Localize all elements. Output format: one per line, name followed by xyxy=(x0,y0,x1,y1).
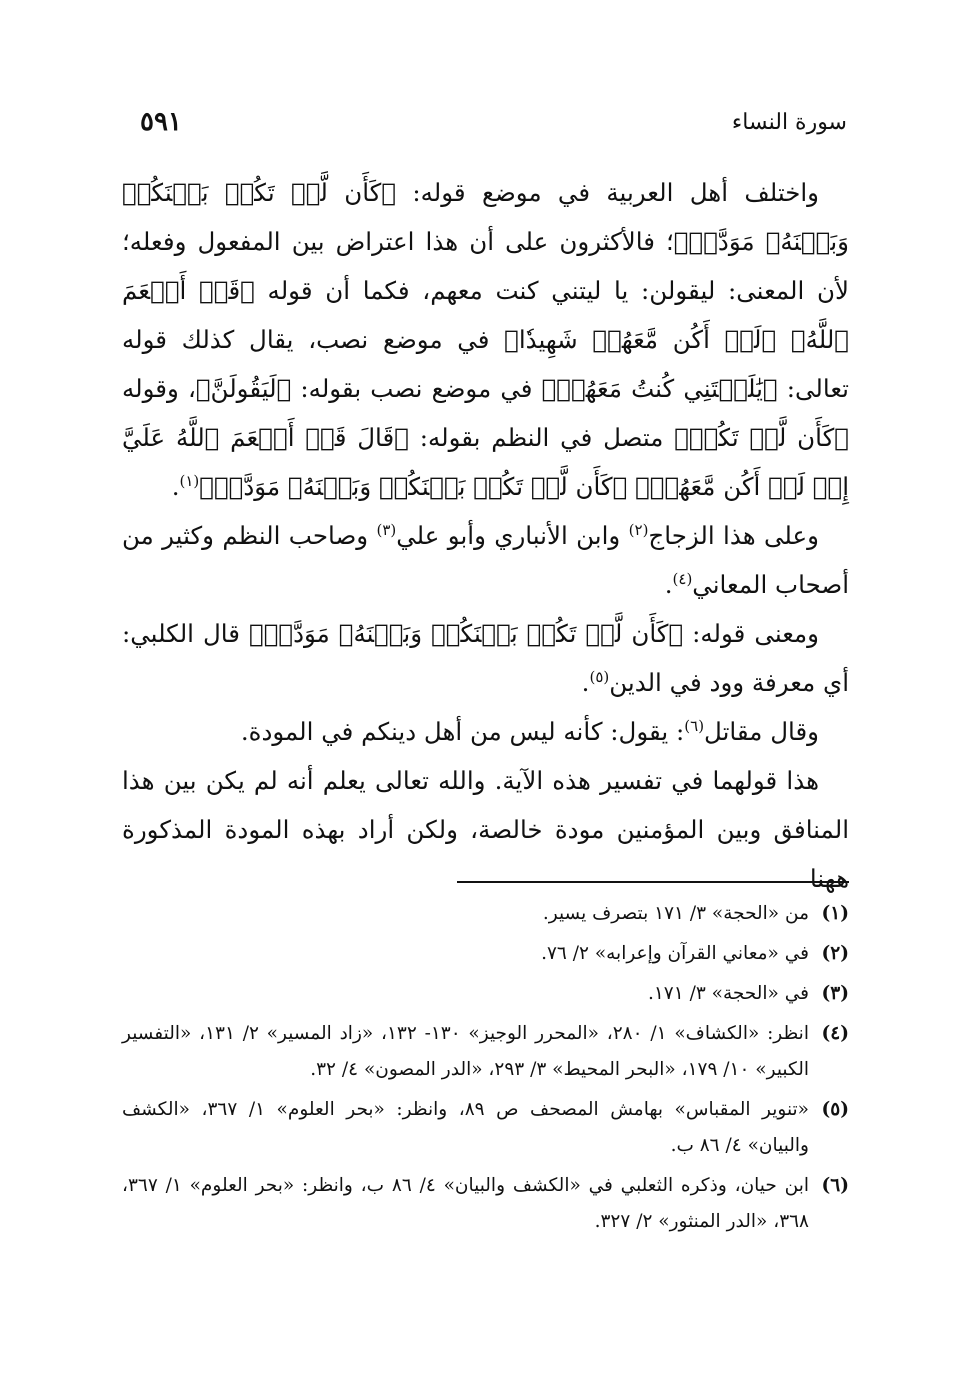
footnote-ref-5: (٥) xyxy=(589,667,610,686)
footnote-1 xyxy=(122,896,849,932)
footnotes xyxy=(122,896,849,1244)
footnote-4 xyxy=(122,1016,849,1088)
paragraph-1 xyxy=(122,168,849,511)
paragraph-2-text-b: وابن الأنباري وأبو علي xyxy=(396,521,629,550)
paragraph-3-end: . xyxy=(581,668,590,697)
footnote-separator xyxy=(457,881,849,883)
footnote-ref-6: (٦) xyxy=(684,716,705,735)
footnote-2 xyxy=(122,936,849,972)
page-header xyxy=(140,102,847,142)
paragraph-2-text-a: وعلى هذا الزجاج xyxy=(648,521,819,550)
paragraph-3 xyxy=(122,609,849,707)
paragraph-2-text-c: وصاحب النظم وكثير من أصحاب المعاني xyxy=(122,521,849,599)
footnote-text: في «معاني القرآن وإعرابه» ٢/ ٧٦. xyxy=(541,943,809,964)
footnote-text: انظر: «الكشاف» ١/ ٢٨٠، «المحرر الوجيز» ١٣٠- ١٣٢، «زاد المسير» ٢/ ١٣١، «التفسير الكبير» ١٠/ ١٧٩، «البحر المحيط» ٣/ ٢٩٣، «الدر المصون» ٤/ ٣٢. xyxy=(122,1023,809,1080)
paragraph-4 xyxy=(122,707,849,756)
footnote-ref-4: (٤) xyxy=(672,569,693,588)
paragraph-3-text: ومعنى قوله: ﴿كَأَن لَّمۡ تَكُنۢ بَيۡنَكُمۡ وَبَيۡنَهُۥ مَوَدَّةٞ﴾ قال الكلبي: أي معرفة وود في الدين xyxy=(122,619,849,697)
paragraph-2 xyxy=(122,511,849,609)
footnote-6 xyxy=(122,1168,849,1240)
footnote-number: (١) xyxy=(821,903,849,924)
paragraph-4-text-b: : يقول: كأنه ليس من أهل دينكم في المودة. xyxy=(240,717,685,746)
running-title: سورة النساء xyxy=(731,109,847,135)
footnote-ref-3: (٣) xyxy=(376,520,397,539)
footnote-ref-1: (١) xyxy=(179,471,200,490)
footnote-number: (٦) xyxy=(821,1175,849,1196)
paragraph-2-end: . xyxy=(664,570,673,599)
footnote-3 xyxy=(122,976,849,1012)
paragraph-4-text-a: وقال مقاتل xyxy=(704,717,819,746)
paragraph-1-text: واختلف أهل العربية في موضع قوله: ﴿كَأَن لَّمۡ تَكُنۢ بَيۡنَكُمۡ وَبَيۡنَهُۥ مَوَدَّةٞ﴾؛ فالأكثرون على أن هذا اعتراض بين المفعول وفعله؛ لأن المعنى: ليقولن: يا ليتني كنت معهم، فكما أن قوله ﴿قَدۡ أَنۡعَمَ ٱللَّهُ﴾ ﴿لَمۡ أَكُن مَّعَهُمۡ شَهِيدٗا﴾ في موضع نصب، يقال كذلك قوله تعالى: ﴿يَٰلَيۡتَنِي كُنتُ مَعَهُمۡ﴾ في موضع نصب بقوله: ﴿لَيَقُولَنَّ﴾، وقوله ﴿كَأَن لَّمۡ تَكُنۢ﴾ متصل في النظم بقوله: ﴿قَالَ قَدۡ أَنۡعَمَ ٱللَّهُ عَلَيَّ إِذۡ لَمۡ أَكُن مَّعَهُمۡ﴾ ﴿كَأَن لَّمۡ تَكُنۢ بَيۡنَكُمۡ وَبَيۡنَهُۥ مَوَدَّةٞ﴾ xyxy=(122,178,849,501)
footnote-number: (٤) xyxy=(821,1023,849,1044)
footnote-5 xyxy=(122,1092,849,1164)
main-text xyxy=(122,168,849,903)
footnote-number: (٥) xyxy=(821,1099,849,1120)
footnote-text: في «الحجة» ٣/ ١٧١. xyxy=(647,983,809,1004)
footnote-text: ابن حيان، وذكره الثعلبي في «الكشف والبيان» ٤/ ٨٦ ب، وانظر: «بحر العلوم» ١/ ٣٦٧، ٣٦٨، «الدر المنثور» ٢/ ٣٢٧. xyxy=(122,1175,810,1232)
paragraph-1-end: . xyxy=(171,472,180,501)
paragraph-5: هذا قولهما في تفسير هذه الآية. والله تعالى يعلم أنه لم يكن بين هذا المنافق وبين المؤمنين مودة خالصة، ولكن أراد بهذه المودة المذكورة ههنا xyxy=(122,766,849,893)
footnote-text: من «الحجة» ٣/ ١٧١ بتصرف يسير. xyxy=(542,903,809,924)
footnote-ref-2: (٢) xyxy=(628,520,649,539)
footnote-number: (٢) xyxy=(821,943,849,964)
footnote-text: «تنوير المقباس» بهامش المصحف ص ٨٩، وانظر: «بحر العلوم» ١/ ٣٦٧، «الكشف والبيان» ٤/ ٨٦ ب. xyxy=(122,1099,809,1156)
footnote-number: (٣) xyxy=(821,983,849,1004)
page-number: ٥٩١ xyxy=(140,107,182,137)
